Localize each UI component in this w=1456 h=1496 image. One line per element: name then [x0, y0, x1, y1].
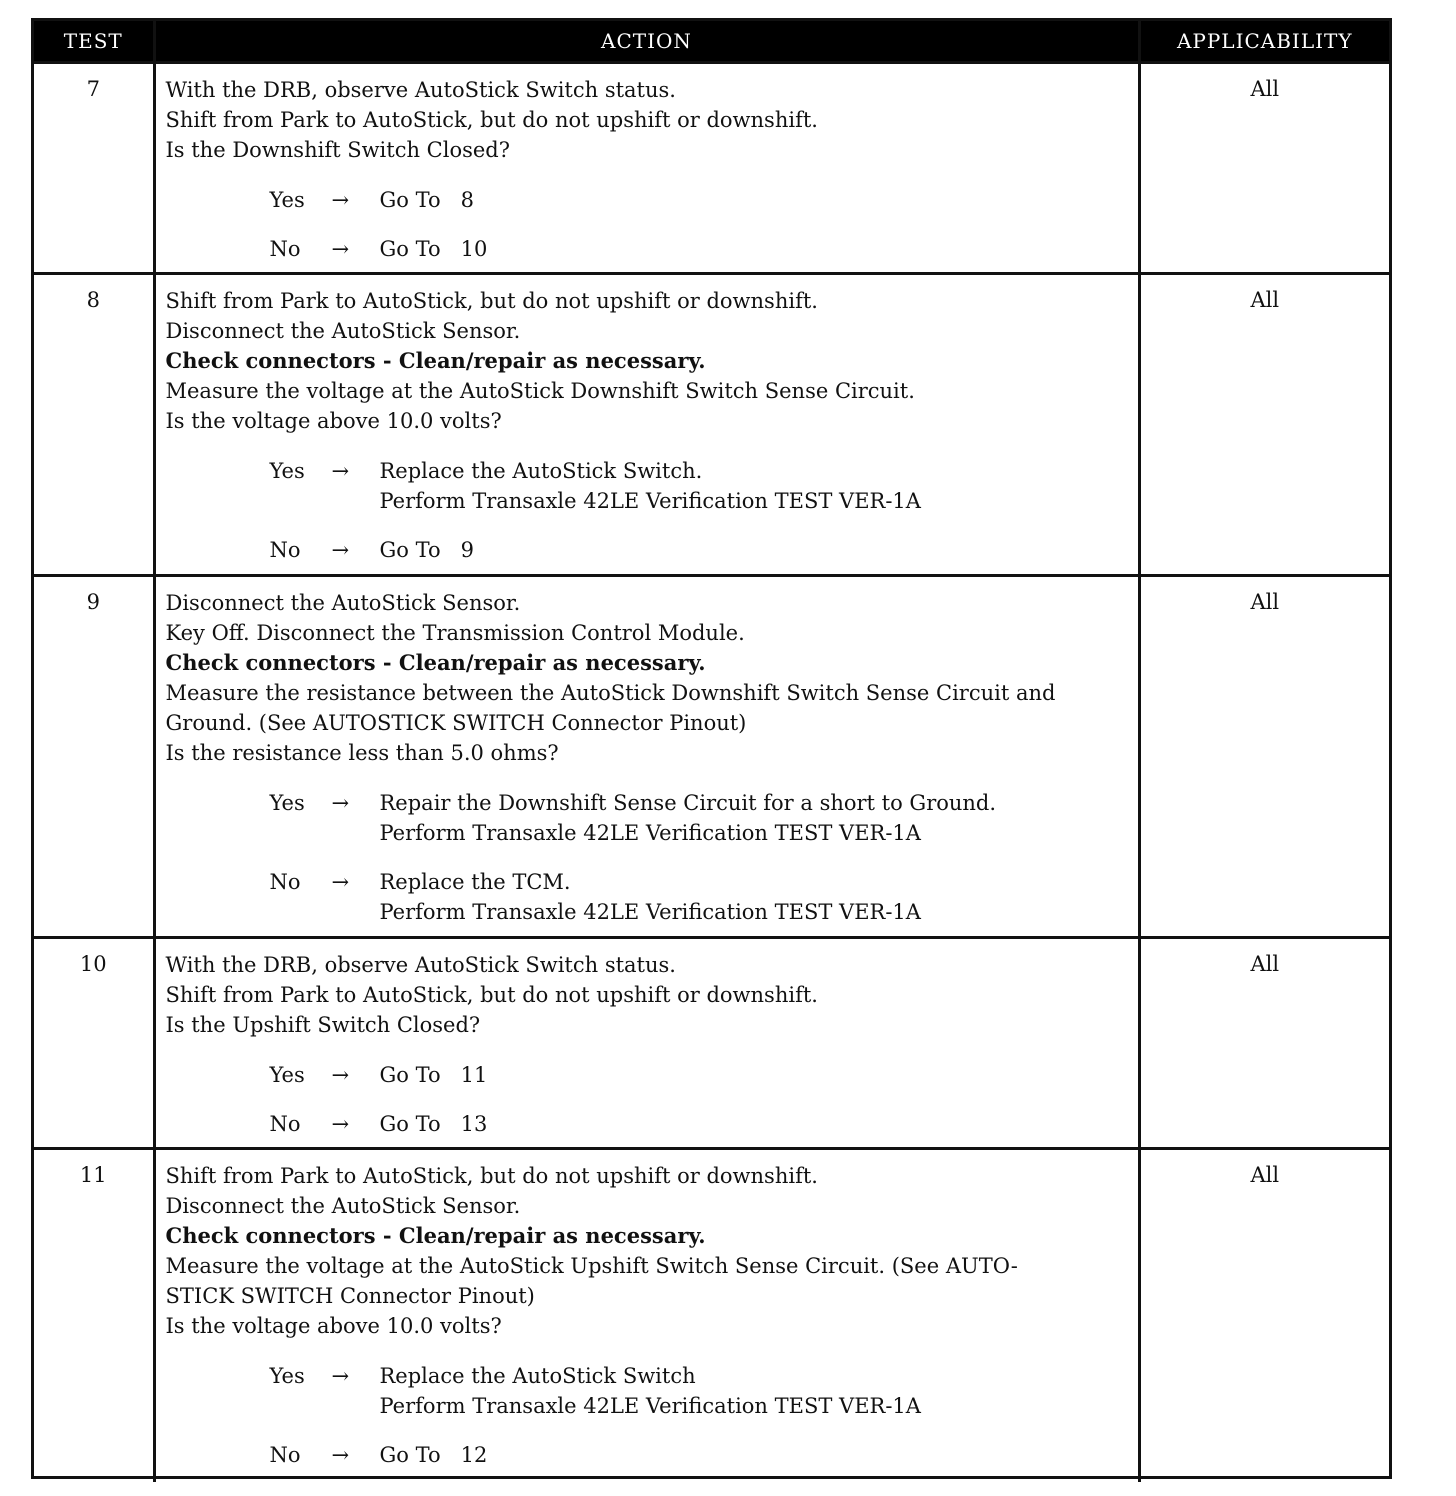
- action-instruction-bold: Check connectors - Clean/repair as necessary.: [165, 1223, 706, 1248]
- action-instruction: Shift from Park to AutoStick, but do not upshift or downshift.: [165, 108, 818, 132]
- arrow-right-icon: →: [331, 459, 350, 483]
- outcome-label: Yes: [269, 188, 305, 212]
- action-instruction: Measure the voltage at the AutoStick Upshift Switch Sense Circuit. (See AUTO-: [165, 1254, 1018, 1278]
- arrow-right-icon: →: [331, 538, 350, 562]
- diagnostic-table-sheet: [31, 18, 1392, 1479]
- outcome-label: No: [269, 1112, 301, 1136]
- table-row: [34, 1149, 1389, 1482]
- action-cell: [154, 938, 1139, 1149]
- applicability-value: All: [1139, 1149, 1389, 1482]
- outcome-label: No: [269, 538, 301, 562]
- outcome-result: [380, 1440, 1130, 1470]
- outcome-no: [270, 234, 1130, 264]
- outcome-yes: [270, 788, 1130, 848]
- outcome-label: Yes: [269, 1364, 305, 1388]
- arrow-right-icon: →: [331, 1443, 350, 1467]
- outcome-list: [166, 456, 1130, 565]
- outcome-yes: [270, 1060, 1130, 1090]
- applicability-value: All: [1139, 938, 1389, 1149]
- outcome-result-line: Perform Transaxle 42LE Verification TEST VER-1A: [379, 900, 921, 924]
- outcome-result: [380, 185, 1130, 215]
- action-instruction: Is the Upshift Switch Closed?: [165, 1013, 481, 1037]
- action-instruction: Is the voltage above 10.0 volts?: [165, 1314, 502, 1338]
- action-instruction: Ground. (See AUTOSTICK SWITCH Connector Pinout): [165, 711, 747, 735]
- applicability-value: All: [1139, 274, 1389, 576]
- action-instruction: Disconnect the AutoStick Sensor.: [165, 319, 521, 343]
- outcome-result-line: Replace the AutoStick Switch.: [379, 459, 703, 483]
- header-applicability: APPLICABILITY: [1139, 21, 1389, 63]
- action-instruction: Shift from Park to AutoStick, but do not upshift or downshift.: [165, 1164, 818, 1188]
- outcome-label: Yes: [269, 791, 305, 815]
- action-instruction: STICK SWITCH Connector Pinout): [165, 1284, 535, 1308]
- table-row: [34, 63, 1389, 274]
- outcome-no: [270, 1109, 1130, 1139]
- action-cell: [154, 576, 1139, 938]
- test-number: 9: [34, 576, 154, 938]
- table-row: [34, 274, 1389, 576]
- arrow-right-icon: →: [331, 1063, 350, 1087]
- outcome-result-line: Go To 9: [379, 538, 474, 562]
- action-instruction: Measure the resistance between the AutoStick Downshift Switch Sense Circuit and: [165, 681, 1056, 705]
- test-number: 10: [34, 938, 154, 1149]
- outcome-result-line: Go To 12: [379, 1443, 488, 1467]
- table-body: [34, 63, 1389, 1482]
- outcome-result: [380, 535, 1130, 565]
- outcome-list: [166, 1060, 1130, 1139]
- outcome-result-line: Perform Transaxle 42LE Verification TEST VER-1A: [379, 1394, 921, 1418]
- outcome-result-line: Replace the AutoStick Switch: [379, 1364, 696, 1388]
- applicability-value: All: [1139, 576, 1389, 938]
- outcome-result: [380, 867, 1130, 927]
- header-test: TEST: [34, 21, 154, 63]
- outcome-result: [380, 456, 1130, 516]
- arrow-right-icon: →: [331, 237, 350, 261]
- arrow-right-icon: →: [331, 1364, 350, 1388]
- action-cell: [154, 63, 1139, 274]
- outcome-result-line: Perform Transaxle 42LE Verification TEST VER-1A: [379, 821, 921, 845]
- arrow-right-icon: →: [331, 188, 350, 212]
- outcome-result: [380, 788, 1130, 848]
- action-instruction: Is the Downshift Switch Closed?: [165, 138, 511, 162]
- table-row: [34, 576, 1389, 938]
- diagnostic-table: [34, 21, 1389, 1482]
- outcome-result-line: Go To 8: [379, 188, 474, 212]
- action-instruction: Shift from Park to AutoStick, but do not upshift or downshift.: [165, 289, 818, 313]
- test-number: 7: [34, 63, 154, 274]
- outcome-no: [270, 535, 1130, 565]
- outcome-label: Yes: [269, 459, 305, 483]
- table-row: [34, 938, 1389, 1149]
- outcome-no: [270, 1440, 1130, 1470]
- outcome-yes: [270, 456, 1130, 516]
- action-instruction: With the DRB, observe AutoStick Switch status.: [165, 953, 676, 977]
- action-instruction: Is the voltage above 10.0 volts?: [165, 409, 502, 433]
- action-instruction: Is the resistance less than 5.0 ohms?: [165, 741, 559, 765]
- outcome-label: No: [269, 870, 301, 894]
- outcome-yes: [270, 185, 1130, 215]
- test-number: 11: [34, 1149, 154, 1482]
- outcome-result-line: Go To 13: [379, 1112, 488, 1136]
- outcome-label: Yes: [269, 1063, 305, 1087]
- outcome-result: [380, 1361, 1130, 1421]
- action-instruction: With the DRB, observe AutoStick Switch status.: [165, 78, 676, 102]
- outcome-label: No: [269, 237, 301, 261]
- arrow-right-icon: →: [331, 870, 350, 894]
- outcome-result-line: Go To 10: [379, 237, 488, 261]
- outcome-list: [166, 185, 1130, 264]
- applicability-value: All: [1139, 63, 1389, 274]
- action-instruction: Key Off. Disconnect the Transmission Control Module.: [165, 621, 745, 645]
- outcome-result-line: Perform Transaxle 42LE Verification TEST VER-1A: [379, 489, 921, 513]
- action-instruction: Measure the voltage at the AutoStick Downshift Switch Sense Circuit.: [165, 379, 915, 403]
- action-instruction: Shift from Park to AutoStick, but do not upshift or downshift.: [165, 983, 818, 1007]
- outcome-no: [270, 867, 1130, 927]
- action-cell: [154, 274, 1139, 576]
- action-cell: [154, 1149, 1139, 1482]
- arrow-right-icon: →: [331, 791, 350, 815]
- arrow-right-icon: →: [331, 1112, 350, 1136]
- action-instruction: Disconnect the AutoStick Sensor.: [165, 1194, 521, 1218]
- outcome-result: [380, 1060, 1130, 1090]
- outcome-list: [166, 1361, 1130, 1470]
- outcome-list: [166, 788, 1130, 927]
- action-instruction-bold: Check connectors - Clean/repair as necessary.: [165, 650, 706, 675]
- outcome-label: No: [269, 1443, 301, 1467]
- outcome-result-line: Repair the Downshift Sense Circuit for a short to Ground.: [379, 791, 997, 815]
- outcome-yes: [270, 1361, 1130, 1421]
- outcome-result: [380, 1109, 1130, 1139]
- outcome-result-line: Go To 11: [379, 1063, 488, 1087]
- outcome-result-line: Replace the TCM.: [379, 870, 571, 894]
- header-action: ACTION: [154, 21, 1139, 63]
- outcome-result: [380, 234, 1130, 264]
- action-instruction: Disconnect the AutoStick Sensor.: [165, 591, 521, 615]
- table-header-row: [34, 21, 1389, 63]
- action-instruction-bold: Check connectors - Clean/repair as necessary.: [165, 348, 706, 373]
- test-number: 8: [34, 274, 154, 576]
